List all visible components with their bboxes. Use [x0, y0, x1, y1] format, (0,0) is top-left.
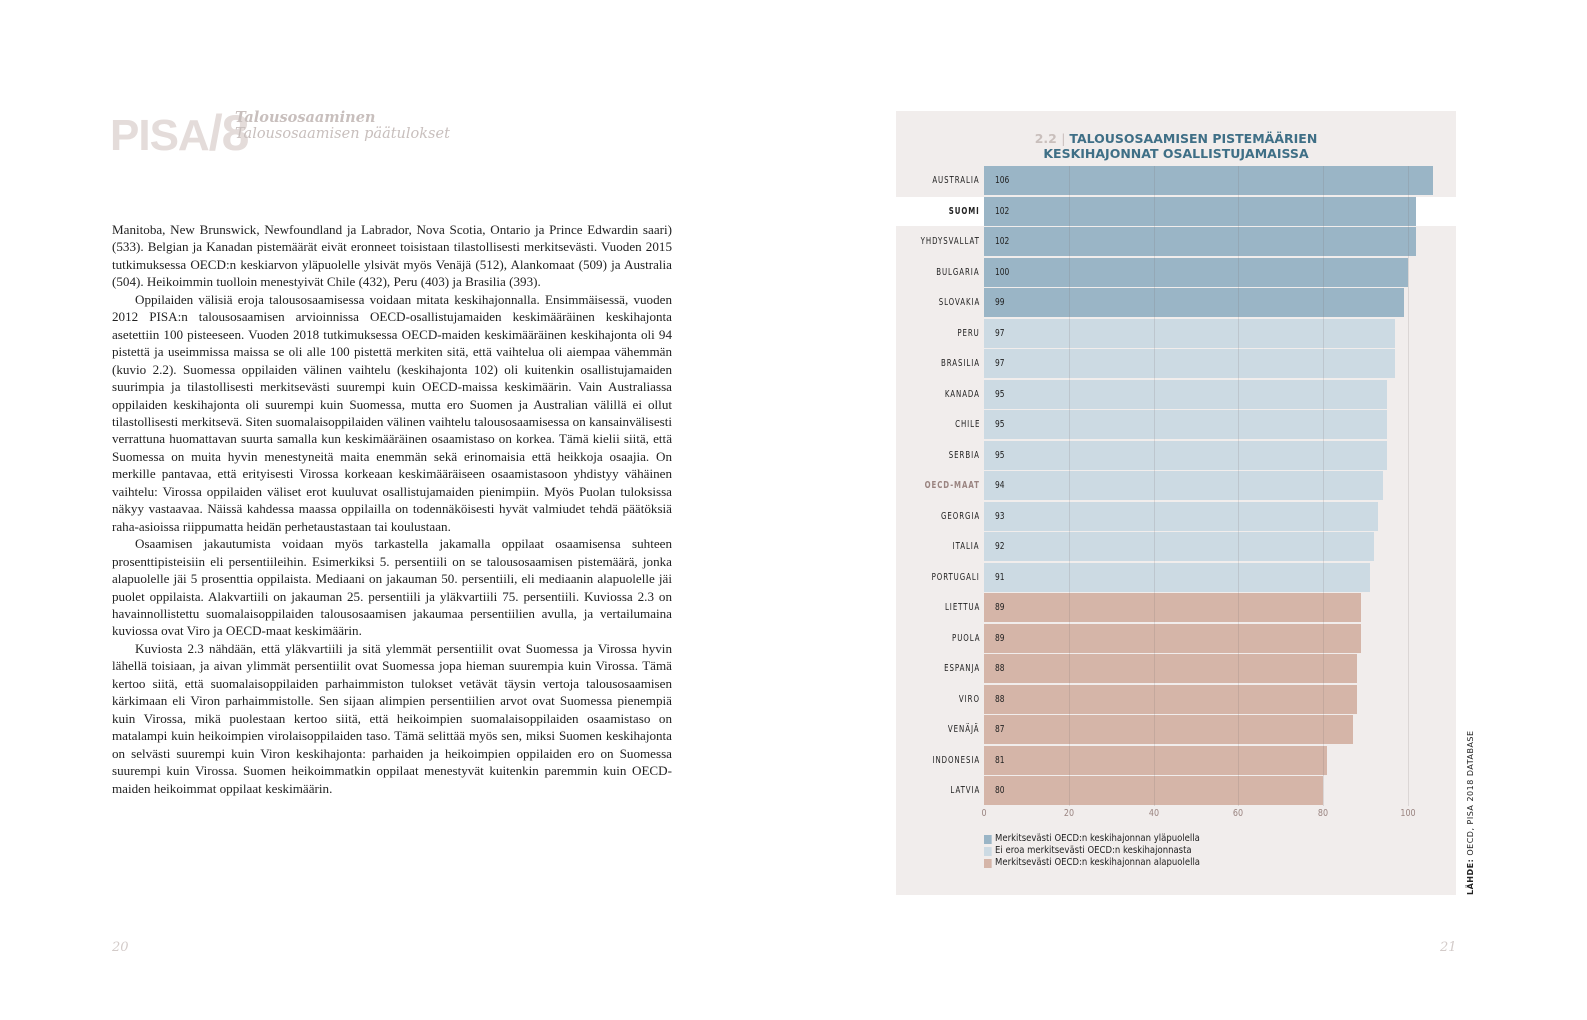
category-label: GEORGIA	[940, 510, 980, 522]
page-number-right: 21	[1440, 940, 1457, 955]
value-label: 106	[995, 175, 1010, 186]
chart-row	[896, 166, 1456, 195]
value-label: 95	[995, 449, 1005, 461]
bar	[984, 227, 1416, 256]
legend-swatch	[984, 859, 992, 868]
chart-panel	[896, 111, 1456, 895]
value-label: 100	[995, 266, 1010, 278]
value-label: 89	[995, 602, 1005, 613]
bar	[984, 685, 1357, 714]
chart-row	[896, 319, 1456, 348]
category-label: LIETTUA	[944, 602, 980, 613]
chart-row	[896, 502, 1456, 531]
chart-row	[896, 410, 1456, 439]
category-label: YHDYSVALLAT	[920, 236, 980, 247]
chart-row	[896, 471, 1456, 500]
category-label: LATVIA	[950, 785, 980, 796]
chart-row	[896, 441, 1456, 470]
paragraph: Manitoba, New Brunswick, Newfoundland ja Labrador, Nova Scotia, Ontario ja Prince Edwardin saari) (533). Belgian ja Kanadan pistemäärät eivät eronneet toisistaan tilastollisesti merkitsevästi. Vuoden 2015 tutkimuksessa OECD:n keskiarvon yläpuolelle ylsivät myös Venäjä (512), Alankomaat (509) ja Australia (504). Heikoimmin tuolloin menestyivät Chile (432), Peru (403) ja Brasilia (393).	[112, 222, 672, 290]
chart-row	[896, 258, 1456, 287]
category-label: INDONESIA	[932, 754, 980, 766]
category-label: PERU	[957, 327, 980, 339]
value-label: 91	[995, 571, 1005, 583]
paragraph: Osaamisen jakautumista voidaan myös tarkastella jakamalla oppilaat osaamisensa suhteen prosenttipisteisiin eli persentiileihin. Esimerkiksi 5. persentiili on se talousosaamisen pistemäärä, jonka alapuolelle jäi 5 prosenttia oppilaista. Mediaani on jakauman 50. persentiili, eli mediaanin alapuolelle jäi puolet oppilaista. Alakvartiili on jakauman 25. persentiili ja yläkvartiili 75. persentiili. Kuviossa 2.3 on havainnollistettu suomalaisoppilaiden talousosaamisen jakaumaa persentiilien avulla, ja vertailumaina kuviossa ovat Viro ja OECD-maat keskimäärin.	[112, 536, 672, 639]
legend-item	[984, 857, 1200, 869]
value-label: 94	[995, 480, 1005, 491]
section-title: Talousosaaminen	[235, 109, 376, 126]
chart-row	[896, 776, 1456, 805]
category-label: SUOMI	[949, 205, 980, 217]
legend-item	[984, 833, 1200, 845]
category-label: PORTUGALI	[931, 571, 980, 583]
source-text: OECD, PISA 2018 DATABASE	[1466, 730, 1475, 856]
legend-label: Ei eroa merkitsevästi OECD:n keskihajonnasta	[995, 845, 1192, 856]
gridline	[1154, 166, 1155, 806]
bar	[984, 166, 1433, 195]
chart-row	[896, 624, 1456, 653]
category-label: KANADA	[944, 388, 980, 400]
value-label: 93	[995, 510, 1005, 522]
value-label: 95	[995, 419, 1005, 430]
category-label: BRASILIA	[941, 358, 980, 369]
x-tick-label: 100	[1400, 808, 1416, 819]
category-label: ESPANJA	[944, 663, 980, 674]
chart-title	[896, 131, 1456, 161]
bar	[984, 197, 1416, 226]
category-label: CHILE	[954, 419, 980, 430]
category-label: SERBIA	[948, 449, 980, 461]
title-separator: |	[1061, 131, 1070, 146]
paragraph: Kuviosta 2.3 nähdään, että yläkvartiili ja sitä ylemmät persentiilit ovat Suomessa ja Virossa hyvin lähellä toisiaan, ja aivan ylimmät persentiilit ovat Suomessa jopa hieman suurempia kuin Virossa. Tämä kertoo siitä, että suomalaisoppilaiden parhaimmiston tulokset vetävät täysin vertoja talousosaamisen kärkimaan eli Viron parhaimmistolle. Sen sijaan alimpien persentiilien arvot ovat Suomessa pienempiä kuin Virossa, mikä puolestaan kertoo siitä, että heikoimpien suomalaisoppilaiden osaamistaso on matalampi kuin heikoimpien virolaisoppilaiden taso. Tämä selittää myös sen, miksi Suomen keskihajonta on selvästi suurempi kuin Viron keskihajonta: parhaiden ja heikoimpien oppilaiden ero on Suomessa suurempi kuin Virossa. Suomen heikoimmatkin oppilaat menestyvät kuitenkin paremmin kuin OECD-maiden heikoimmat oppilaat keskimäärin.	[112, 640, 672, 796]
x-tick-label: 0	[981, 808, 987, 819]
category-label: ITALIA	[953, 541, 980, 552]
page-number-left: 20	[112, 940, 129, 955]
chart-row	[896, 197, 1456, 226]
bar	[984, 746, 1327, 775]
category-label: SLOVAKIA	[938, 297, 980, 308]
category-label: BULGARIA	[936, 266, 980, 278]
x-tick-label: 20	[1063, 808, 1074, 819]
value-label: 80	[995, 785, 1005, 796]
category-label: VIRO	[958, 693, 980, 705]
source-note	[1466, 730, 1475, 895]
bar	[984, 532, 1374, 561]
title-line-1: TALOUSOSAAMISEN PISTEMÄÄRIEN	[1069, 131, 1318, 146]
bar	[984, 563, 1370, 592]
chart-row	[896, 715, 1456, 744]
legend-label: Merkitsevästi OECD:n keskihajonnan yläpuolella	[995, 833, 1200, 844]
chart-row	[896, 227, 1456, 256]
value-label: 97	[995, 358, 1005, 369]
chart-row	[896, 563, 1456, 592]
value-label: 95	[995, 388, 1005, 400]
chart-row	[896, 532, 1456, 561]
category-label: OECD-MAAT	[924, 480, 980, 491]
gridline	[1323, 166, 1324, 806]
chart-row	[896, 380, 1456, 409]
chart-row	[896, 685, 1456, 714]
value-label: 99	[995, 297, 1005, 308]
category-label: PUOLA	[951, 632, 980, 644]
value-label: 102	[995, 205, 1010, 217]
figure-number: 2.2	[1034, 131, 1057, 146]
bar	[984, 624, 1361, 653]
chart-legend	[984, 833, 1238, 869]
bar	[984, 258, 1408, 287]
category-label: VENÄJÄ	[948, 724, 980, 735]
bar	[984, 502, 1378, 531]
value-label: 102	[995, 236, 1010, 247]
bar	[984, 380, 1387, 409]
chart-row	[896, 654, 1456, 683]
legend-swatch	[984, 847, 992, 856]
paragraph: Oppilaiden välisiä eroja talousosaamisessa voidaan mitata keskihajonnalla. Ensimmäisessä, vuoden 2012 PISA:n talousosaamisen arvioinnissa OECD-osallistujamaiden keskimääräinen keskihajonta asetettiin 100 pisteeseen. Vuoden 2018 tutkimuksessa OECD-maiden keskimääräinen keskihajonta oli 94 pistettä ja useimmissa maissa se oli alle 100 pistettä merkiten sitä, että vaihtelua oli aiempaa vähemmän (kuvio 2.2). Suomessa oppilaiden välinen vaihtelu (keskihajonta 102) oli kuitenkin osallistujamaiden suurimpia ja tilastollisesti merkitsevästi suurempi kuin OECD-maissa keskimäärin. Vain Australiassa oppilaiden keskihajonta oli suurempi kuin Suomessa, mutta ero Suomen ja Australian välillä ei ollut tilastollisesti merkitsevä. Siten suomalaisoppilaiden välinen vaihtelu talousosaamisessa on kansainvälisesti verrattuna huomattavan suurta samalla kun keskimääräinen osaamistaso on korkea. Tämä kielii siitä, että Suomessa on muita hyvin menestyneitä maita enemmän sekä erinomaisia että heikkoja osaajia. On merkille pantavaa, että erityisesti Virossa korkeaan keskimääräiseen osaamistasoon yhdistyy vähäinen vaihtelu: Virossa oppilaiden väliset erot kuuluvat osallistujamaiden pienimpiin. Myös Puolan tuloksissa näkyy vastaavaa. Näissä kahdessa maassa oppilailla on todennäköisesti hyvät valmiudet tehdä päätöksiä raha-asioissa riippumatta heidän perhetaustastaan tai koulustaan.	[112, 291, 672, 534]
x-tick-label: 80	[1318, 808, 1329, 819]
chart-row	[896, 593, 1456, 622]
bar	[984, 288, 1404, 317]
source-label: LÄHDE:	[1466, 858, 1475, 895]
bar	[984, 654, 1357, 683]
bar	[984, 319, 1395, 348]
category-label: AUSTRALIA	[932, 175, 980, 186]
bar	[984, 410, 1387, 439]
chart-row	[896, 288, 1456, 317]
value-label: 89	[995, 632, 1005, 644]
title-line-2: KESKIHAJONNAT OSALLISTUJAMAISSA	[1043, 146, 1309, 161]
value-label: 81	[995, 754, 1005, 766]
x-tick-label: 60	[1233, 808, 1244, 819]
value-label: 88	[995, 693, 1005, 705]
x-tick-label: 40	[1148, 808, 1159, 819]
legend-item	[984, 845, 1200, 857]
subsection-title: Talousosaamisen päätulokset	[235, 126, 450, 142]
gridline	[1238, 166, 1239, 806]
bar	[984, 441, 1387, 470]
body-text	[112, 221, 672, 797]
gridline	[1069, 166, 1070, 806]
value-label: 92	[995, 541, 1005, 552]
legend-swatch	[984, 835, 992, 844]
running-header	[235, 110, 450, 142]
chart-row	[896, 349, 1456, 378]
chart-row	[896, 746, 1456, 775]
bar	[984, 349, 1395, 378]
bar	[984, 593, 1361, 622]
pisa18-logo: PISA/8	[110, 105, 249, 161]
value-label: 88	[995, 663, 1005, 674]
value-label: 87	[995, 724, 1005, 735]
gridline	[1408, 166, 1409, 806]
bar	[984, 715, 1353, 744]
value-label: 97	[995, 327, 1005, 339]
legend-label: Merkitsevästi OECD:n keskihajonnan alapuolella	[995, 857, 1201, 868]
